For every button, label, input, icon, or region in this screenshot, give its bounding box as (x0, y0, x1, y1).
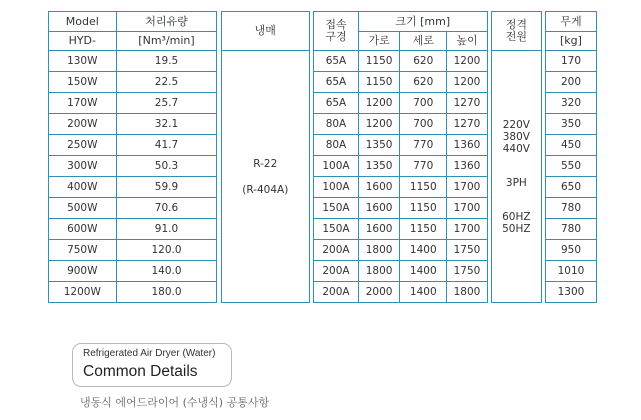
cell-connection: 200A (314, 240, 359, 261)
power-line: 440V (502, 142, 530, 155)
header-power (491, 12, 541, 51)
header-weight: 무게 (545, 12, 596, 32)
cell-model: 150W (49, 72, 117, 93)
cell-width: 1350 (358, 135, 400, 156)
cell-height: 1750 (447, 261, 488, 282)
cell-height: 1700 (447, 219, 488, 240)
cell-connection: 65A (314, 93, 359, 114)
table-row (49, 51, 597, 72)
cell-capacity: 19.5 (116, 51, 217, 72)
power-line: 50HZ (502, 222, 531, 235)
cell-model: 300W (49, 156, 117, 177)
cell-connection: 150A (314, 198, 359, 219)
cell-height: 1360 (447, 135, 488, 156)
cell-weight: 1300 (545, 282, 596, 303)
cell-depth: 770 (400, 135, 447, 156)
cell-power (491, 51, 541, 303)
cell-height: 1700 (447, 177, 488, 198)
cell-capacity: 25.7 (116, 93, 217, 114)
cell-capacity: 120.0 (116, 240, 217, 261)
header-connection-line1: 접속 (325, 18, 347, 31)
power-line: 60HZ (502, 210, 531, 223)
cell-width: 1600 (358, 219, 400, 240)
cell-capacity: 50.3 (116, 156, 217, 177)
cell-weight: 780 (545, 219, 596, 240)
cell-capacity: 70.6 (116, 198, 217, 219)
cell-model: 900W (49, 261, 117, 282)
cell-depth: 770 (400, 156, 447, 177)
cell-weight: 950 (545, 240, 596, 261)
header-capacity-unit: [Nm³/min] (116, 32, 217, 51)
header-refrigerant: 냉매 (221, 12, 309, 51)
power-line: 220V (502, 118, 530, 131)
cell-width: 1800 (358, 240, 400, 261)
header-model: Model (49, 12, 117, 32)
cell-capacity: 140.0 (116, 261, 217, 282)
cell-depth: 1400 (400, 240, 447, 261)
cell-model: 170W (49, 93, 117, 114)
cell-model: 500W (49, 198, 117, 219)
cell-weight: 550 (545, 156, 596, 177)
cell-capacity: 41.7 (116, 135, 217, 156)
spec-table-body (49, 12, 597, 303)
caption: 냉동식 에어드라이어 (수냉식) 공통사항 (80, 396, 270, 409)
cell-connection: 200A (314, 282, 359, 303)
cell-weight: 350 (545, 114, 596, 135)
cell-capacity: 91.0 (116, 219, 217, 240)
power-line: 380V (502, 130, 530, 143)
cell-model: 1200W (49, 282, 117, 303)
header-model-prefix: HYD- (49, 32, 117, 51)
cell-connection: 80A (314, 114, 359, 135)
cell-connection: 150A (314, 219, 359, 240)
cell-capacity: 32.1 (116, 114, 217, 135)
header-connection-line2: 구경 (325, 30, 347, 43)
cell-depth: 1400 (400, 261, 447, 282)
cell-height: 1200 (447, 72, 488, 93)
badge-title: Common Details (83, 363, 198, 380)
cell-model: 130W (49, 51, 117, 72)
refrigerant-line: R-22 (253, 157, 278, 170)
cell-depth: 700 (400, 93, 447, 114)
header-weight-unit: [kg] (545, 32, 596, 51)
cell-connection: 65A (314, 72, 359, 93)
cell-depth: 620 (400, 51, 447, 72)
cell-weight: 650 (545, 177, 596, 198)
cell-weight: 320 (545, 93, 596, 114)
cell-width: 1600 (358, 198, 400, 219)
cell-width: 1200 (358, 114, 400, 135)
cell-model: 200W (49, 114, 117, 135)
refrigerant-line: (R-404A) (242, 183, 289, 196)
cell-height: 1700 (447, 198, 488, 219)
refrigerant-spacer (222, 170, 309, 184)
cell-height: 1800 (447, 282, 488, 303)
header-depth: 세로 (400, 32, 447, 51)
cell-model: 250W (49, 135, 117, 156)
header-power-line2: 전원 (505, 30, 527, 43)
cell-height: 1270 (447, 93, 488, 114)
cell-capacity: 180.0 (116, 282, 217, 303)
cell-capacity: 59.9 (116, 177, 217, 198)
cell-height: 1200 (447, 51, 488, 72)
cell-connection: 100A (314, 156, 359, 177)
cell-weight: 450 (545, 135, 596, 156)
badge-subtitle: Refrigerated Air Dryer (Water) (83, 348, 216, 359)
cell-height: 1270 (447, 114, 488, 135)
header-dimensions: 크기 [mm] (358, 12, 487, 32)
cell-weight: 1010 (545, 261, 596, 282)
cell-width: 1800 (358, 261, 400, 282)
cell-width: 1600 (358, 177, 400, 198)
header-capacity: 처리유량 (116, 12, 217, 32)
cell-weight: 200 (545, 72, 596, 93)
header-connection (314, 12, 359, 51)
cell-depth: 1150 (400, 198, 447, 219)
cell-width: 1200 (358, 93, 400, 114)
cell-connection: 80A (314, 135, 359, 156)
cell-depth: 620 (400, 72, 447, 93)
cell-width: 1150 (358, 72, 400, 93)
spec-table (48, 11, 597, 303)
cell-width: 1350 (358, 156, 400, 177)
cell-refrigerant (221, 51, 309, 303)
power-line: 3PH (505, 176, 527, 189)
power-spacer (492, 155, 541, 177)
cell-model: 400W (49, 177, 117, 198)
cell-depth: 700 (400, 114, 447, 135)
header-width: 가로 (358, 32, 400, 51)
cell-height: 1360 (447, 156, 488, 177)
cell-depth: 1150 (400, 219, 447, 240)
cell-width: 1150 (358, 51, 400, 72)
cell-depth: 1400 (400, 282, 447, 303)
power-spacer (492, 189, 541, 211)
common-details-badge (72, 343, 232, 387)
cell-model: 600W (49, 219, 117, 240)
cell-model: 750W (49, 240, 117, 261)
cell-depth: 1150 (400, 177, 447, 198)
cell-connection: 100A (314, 177, 359, 198)
header-power-line1: 정격 (505, 18, 527, 31)
cell-height: 1750 (447, 240, 488, 261)
cell-weight: 170 (545, 51, 596, 72)
cell-weight: 780 (545, 198, 596, 219)
cell-width: 2000 (358, 282, 400, 303)
cell-capacity: 22.5 (116, 72, 217, 93)
cell-connection: 200A (314, 261, 359, 282)
header-row (49, 12, 597, 32)
cell-connection: 65A (314, 51, 359, 72)
header-height: 높이 (447, 32, 488, 51)
